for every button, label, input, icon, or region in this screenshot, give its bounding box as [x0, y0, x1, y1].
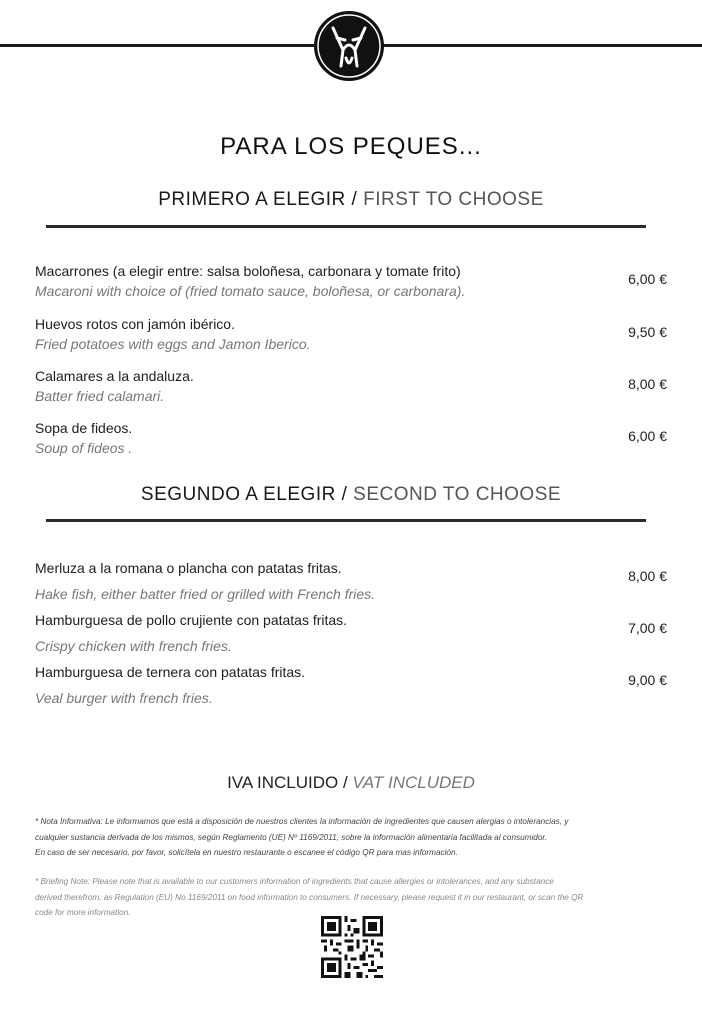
menu-item — [35, 261, 675, 301]
item-name-en: Macaroni with choice of (fried tomato sauce, boloñesa, or carbonara). — [35, 283, 466, 299]
menu-item — [35, 314, 675, 354]
allergen-note-es — [35, 814, 670, 861]
vat-es: IVA INCLUIDO — [227, 773, 339, 792]
vat-en: VAT INCLUDED — [352, 773, 475, 792]
item-name-en: Soup of fideos . — [35, 440, 133, 456]
heading-separator: / — [341, 484, 348, 505]
item-name-en: Batter fried calamari. — [35, 388, 165, 404]
menu-item — [35, 610, 675, 656]
vat-notice — [0, 773, 702, 793]
item-name-es: Merluza a la romana o plancha con patatas fritas. — [35, 560, 342, 576]
restaurant-logo-icon — [313, 10, 385, 82]
item-name-es: Huevos rotos con jamón ibérico. — [35, 316, 235, 332]
item-price: 8,00 € — [628, 376, 667, 392]
note-line: * Nota Informativa: Le informamos que está a disposición de nuestros clientes la información de ingredientes que causen alergias o intolerancias, y — [35, 817, 569, 826]
item-name-es: Sopa de fideos. — [35, 420, 133, 436]
qr-code-icon[interactable] — [321, 916, 383, 978]
item-name-es: Calamares a la andaluza. — [35, 368, 194, 384]
section-divider — [46, 519, 646, 522]
menu-item — [35, 418, 675, 458]
item-name-en: Crispy chicken with french fries. — [35, 638, 232, 654]
vat-separator: / — [342, 773, 348, 792]
section-heading-second — [0, 484, 702, 506]
item-name-es: Hamburguesa de ternera con patatas fritas. — [35, 664, 306, 680]
menu-item — [35, 558, 675, 604]
item-name-en: Hake fish, either batter fried or grilled with French fries. — [35, 586, 376, 602]
heading-es: PRIMERO A ELEGIR — [158, 189, 346, 210]
item-price: 8,00 € — [628, 568, 667, 584]
note-line: * Briefing Note: Please note that is available to our customers information of ingredients that cause allergies or intolerances, and any substance — [35, 877, 554, 886]
heading-en: SECOND TO CHOOSE — [353, 484, 562, 505]
item-price: 6,00 € — [628, 428, 667, 444]
heading-es: SEGUNDO A ELEGIR — [140, 484, 336, 505]
section-divider — [46, 225, 646, 228]
note-line: cualquier sustancia derivada de los mismos, según Reglamento (UE) Nº 1169/2011, sobre la información alimentaria facilitada al consumidor. — [35, 832, 548, 842]
item-name-en: Veal burger with french fries. — [35, 690, 213, 706]
menu-item — [35, 366, 675, 406]
section-heading-first — [0, 189, 702, 211]
note-line: En caso de ser necesario, por favor, solicítela en nuestro restaurante o escanee el código QR para mas información. — [35, 848, 458, 857]
item-price: 6,00 € — [628, 271, 667, 287]
item-price: 9,00 € — [628, 672, 667, 688]
menu-item — [35, 662, 675, 708]
item-name-en: Fried potatoes with eggs and Jamon Iberico. — [35, 336, 311, 352]
note-line: code for more information. — [35, 908, 131, 917]
note-line: derived therefrom, as Regulation (EU) No 1169/2011 on food information to consumers. If necessary, please request it in our restaurant, or scan the QR — [35, 892, 584, 902]
item-price: 7,00 € — [628, 620, 667, 636]
allergen-note-en — [35, 874, 670, 921]
item-name-es: Hamburguesa de pollo crujiente con patatas fritas. — [35, 612, 348, 628]
page-title: PARA LOS PEQUES... — [220, 133, 482, 160]
item-name-es: Macarrones (a elegir entre: salsa boloñesa, carbonara y tomate frito) — [35, 263, 461, 279]
heading-separator: / — [351, 189, 358, 210]
heading-en: FIRST TO CHOOSE — [363, 189, 544, 210]
item-price: 9,50 € — [628, 324, 667, 340]
